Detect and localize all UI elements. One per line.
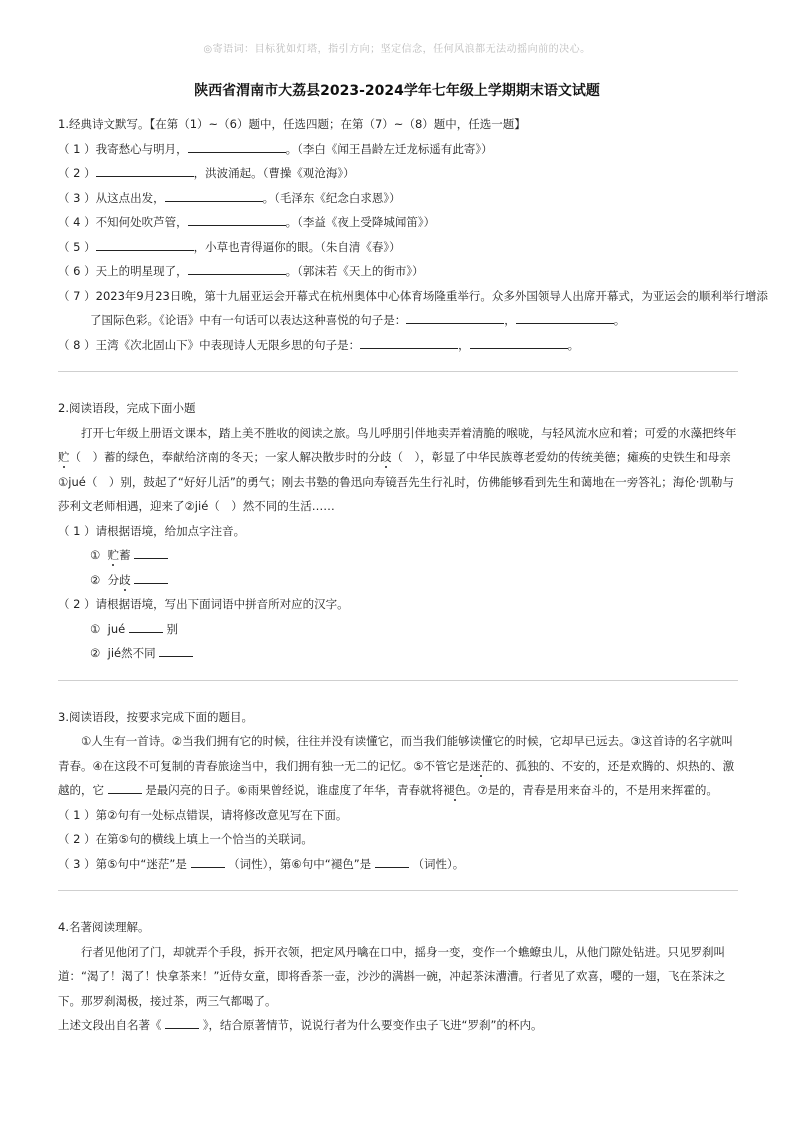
divider xyxy=(58,680,738,681)
answer-blank[interactable] xyxy=(165,1015,199,1029)
answer-blank[interactable] xyxy=(129,619,163,633)
answer-blank[interactable] xyxy=(406,310,504,324)
answer-blank[interactable] xyxy=(188,212,286,226)
q2-passage: 打开七年级上册语文课本，踏上美不胜收的阅读之旅。鸟儿呼朋引伴地卖弄着清脆的喉咙，与轻风流水应和着；可爱的水藻把终年贮（ ）蓄的绿色，奉献给济南的冬天；一家人解决散步时的分歧（ ），彰显了中华民族尊老爱幼的传统美德；瘫痪的史铁生和母亲①jué（ ）别，鼓起了“好好儿活”的勇气；刚去书塾的鲁迅向寿镜吾先生行礼时，仿佛能够看到先生和蔼地在一旁答礼；海伦·凯勒与莎利文老师相遇，迎来了②jié（ ）然不同的生活…… xyxy=(58,425,737,513)
q1-item-2: （ 2 ） ，洪波涌起。（曹操《观沧海》） xyxy=(58,161,738,186)
answer-blank[interactable] xyxy=(96,237,194,251)
answer-blank[interactable] xyxy=(134,545,168,559)
q2-sub1: （ 1 ）请根据语境，给加点字注音。 xyxy=(58,523,246,538)
q4-question: 上述文段出自名著《 》，结合原著情节，说说行者为什么要变作虫子飞进“罗刹”的杯内。 xyxy=(58,1013,738,1038)
answer-blank[interactable] xyxy=(188,139,286,153)
q2-sub1-item-1: ① 贮蓄 xyxy=(58,543,738,568)
answer-blank[interactable] xyxy=(188,261,286,275)
answer-blank[interactable] xyxy=(470,335,568,349)
answer-blank[interactable] xyxy=(96,163,194,177)
q1-item-1: （ 1 ）我寄愁心与明月， 。（李白《闻王昌龄左迁龙标遥有此寄》） xyxy=(58,137,738,162)
answer-blank[interactable] xyxy=(134,570,168,584)
q3-sub3: （ 3 ）第⑤句中“迷茫”是 （词性），第⑥句中“褪色”是 （词性）。 xyxy=(58,852,738,877)
answer-blank[interactable] xyxy=(191,854,225,868)
q2-sub2-item-1: ① jué 别 xyxy=(58,617,738,642)
q2-header: 2.阅读语段，完成下面小题 xyxy=(58,401,196,415)
q3-header: 3.阅读语段，按要求完成下面的题目。 xyxy=(58,709,253,724)
answer-blank[interactable] xyxy=(159,643,193,657)
q2-sub2-item-2: ② jié然不同 xyxy=(58,641,738,666)
answer-blank[interactable] xyxy=(516,310,614,324)
q2-sub1-item-2: ② 分歧 xyxy=(58,568,738,593)
q1-header: 1.经典诗文默写。【在第（1）~（6）题中，任选四题；在第（7）~（8）题中，任选一题】 xyxy=(58,117,526,131)
divider xyxy=(58,371,738,372)
q3-sub2: （ 2 ）在第⑤句的横线上填上一个恰当的关联词。 xyxy=(58,832,313,846)
q1-item-3: （ 3 ）从这点出发， 。（毛泽东《纪念白求恩》） xyxy=(58,186,738,211)
q2-sub2: （ 2 ）请根据语境，写出下面词语中拼音所对应的汉字。 xyxy=(58,597,349,611)
q3-passage: ①人生有一首诗。②当我们拥有它的时候，往往并没有读懂它，而当我们能够读懂它的时候，它却早已远去。③这首诗的名字就叫青春。④在这段不可复制的青春旅途当中，我们拥有独一无二的记忆。⑤不管它是迷茫的、孤独的、不安的，还是欢腾的、炽热的、激越的，它 是最闪亮的日子。⑥雨果曾经说，谁虚度了年华，青春就将褪色。⑦是的，青春是用来奋斗的，不是用来挥霍的。 xyxy=(58,734,735,797)
answer-blank[interactable] xyxy=(165,188,263,202)
answer-blank[interactable] xyxy=(360,335,458,349)
q1-item-7-cont: 了国际色彩。《论语》中有一句话可以表达这种喜悦的句子是： ， 。 xyxy=(58,308,738,333)
q1-item-6: （ 6 ）天上的明星现了， 。（郭沫若《天上的街市》） xyxy=(58,259,738,284)
answer-blank[interactable] xyxy=(108,780,142,794)
q1-item-5: （ 5 ） ，小草也青得逼你的眼。（朱自清《春》） xyxy=(58,235,738,260)
page-title: 陕西省渭南市大荔县2023-2024学年七年级上学期期末语文试题 xyxy=(194,83,600,99)
q3-sub1: （ 1 ）第②句有一处标点错误，请将修改意见写在下面。 xyxy=(58,807,348,822)
q1-item-4: （ 4 ）不知何处吹芦管， 。（李益《夜上受降城闻笛》） xyxy=(58,210,738,235)
motto-banner: ◎寄语词：目标犹如灯塔，指引方向；坚定信念，任何风浪都无法动摇向前的决心。 xyxy=(203,44,591,55)
divider xyxy=(58,890,738,891)
answer-blank[interactable] xyxy=(375,854,409,868)
q4-passage: 行者见他闭了门，却就弄个手段，拆开衣领，把定风丹噙在口中，摇身一变，变作一个蟭蟟虫儿，从他门隙处钻进。只见罗刹叫道：“渴了！渴了！快拿茶来！”近侍女童，即将香茶一壶，沙沙的满斟一碗，冲起茶沫漕漕。行者见了欢喜，嘤的一翅，飞在茶沫之下。那罗刹渴极，接过茶，两三气都喝了。 xyxy=(58,944,726,1008)
q1-item-8: （ 8 ）王湾《次北固山下》中表现诗人无限乡思的句子是： ， 。 xyxy=(58,333,738,358)
q4-header: 4.名著阅读理解。 xyxy=(58,920,150,934)
q1-item-7: （ 7 ）2023年9月23日晚，第十九届亚运会开幕式在杭州奥体中心体育场隆重举行。众多外国领导人出席开幕式，为亚运会的顺利举行增添 xyxy=(58,288,768,303)
exam-content xyxy=(58,112,768,1038)
